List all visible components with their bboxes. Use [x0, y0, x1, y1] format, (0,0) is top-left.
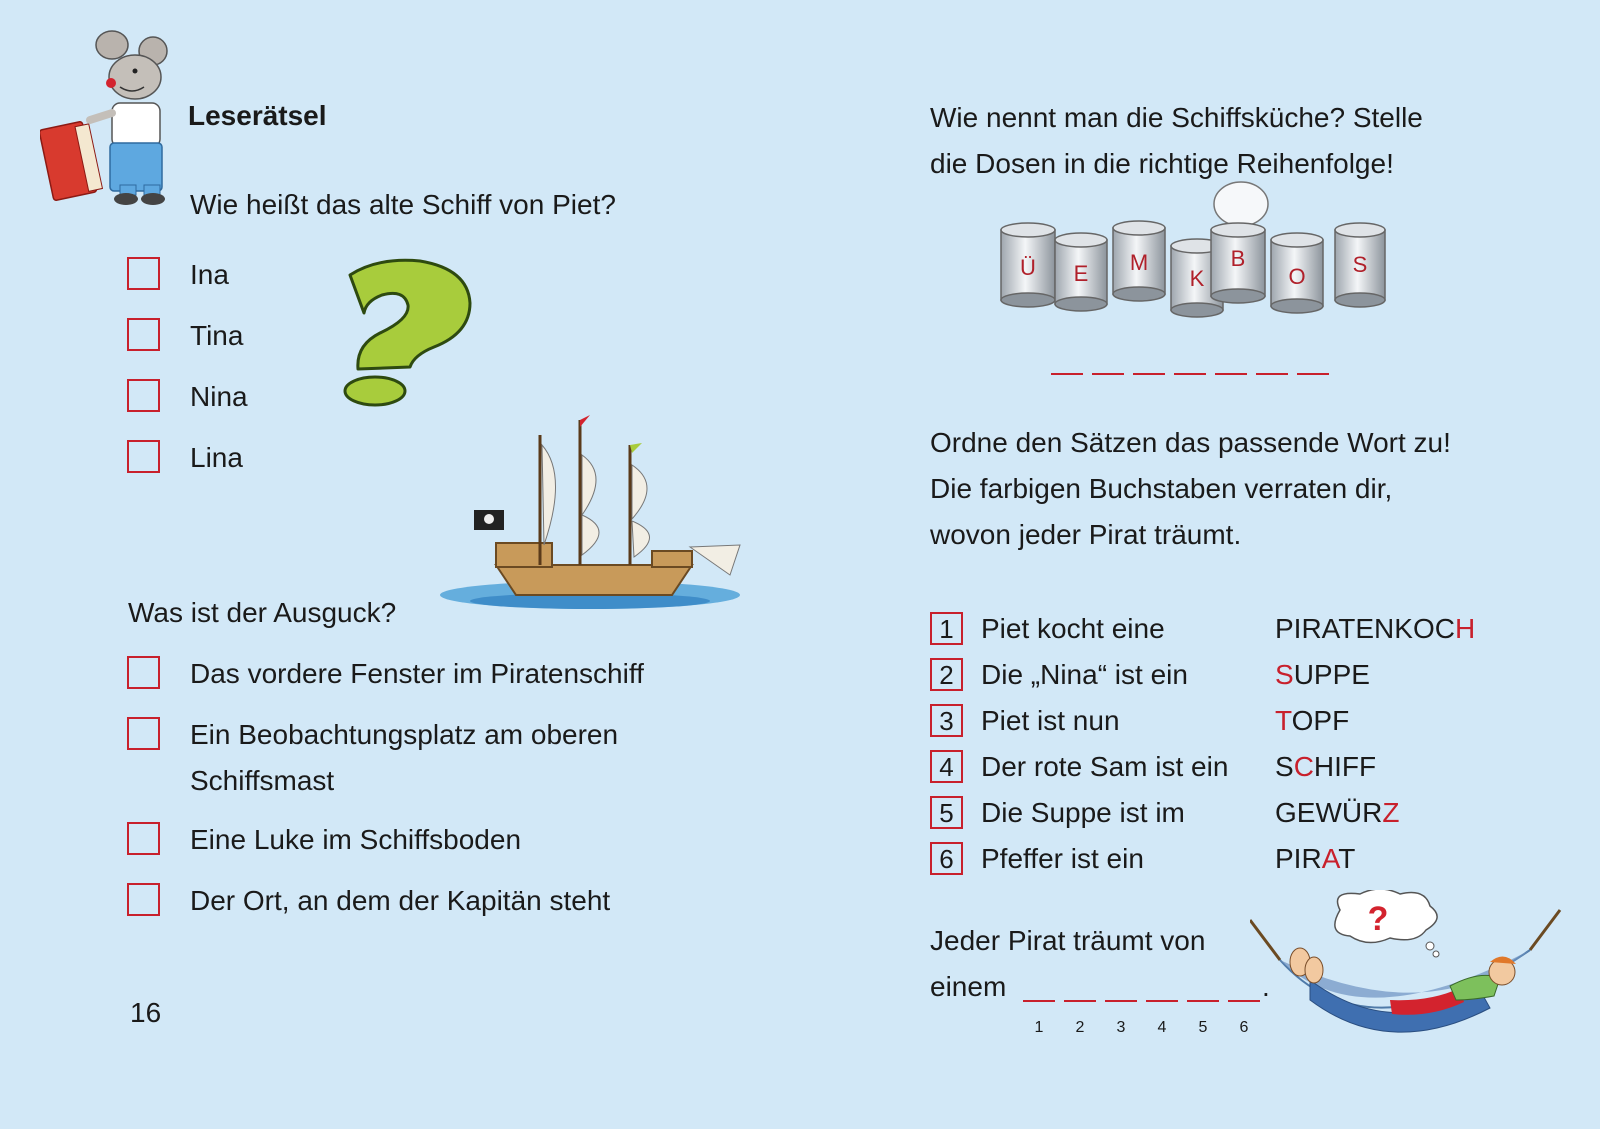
can-letter: M [1129, 250, 1149, 275]
svg-text:?: ? [1367, 900, 1389, 938]
can-2 [1055, 233, 1107, 311]
can-letter: O [1288, 264, 1306, 289]
checkbox-lookout-option-2[interactable] [127, 717, 160, 750]
option-label: Eine Luke im Schiffsboden [190, 824, 522, 855]
checkbox-option-2[interactable] [127, 318, 160, 351]
row-sentence: Der rote Sam ist ein [981, 751, 1229, 782]
row-sentence: Piet ist nun [981, 705, 1120, 736]
can-letter: B [1230, 246, 1246, 271]
can-letter: K [1189, 266, 1205, 291]
can-6 [1271, 233, 1323, 313]
checkbox-option-4[interactable] [127, 440, 160, 473]
row-word[interactable]: PIRATENKOCH [1275, 613, 1476, 644]
option-label: Nina [190, 381, 248, 412]
can-letter: Ü [1020, 255, 1036, 280]
can-letter: S [1352, 252, 1368, 277]
checkbox-lookout-option-3[interactable] [127, 822, 160, 855]
row-number: 2 [930, 658, 963, 691]
option-label: Der Ort, an dem der Kapitän steht [190, 885, 611, 916]
final-period: . [1262, 971, 1270, 1002]
row-sentence: Die Suppe ist im [981, 797, 1185, 828]
question-galley-line2: die Dosen in die richtige Reihenfolge! [930, 148, 1394, 179]
row-word[interactable]: GEWÜRZ [1275, 797, 1400, 828]
hammock-pirate-illustration [1250, 890, 1570, 1070]
instruction-line1: Ordne den Sätzen das passende Wort zu! [930, 427, 1451, 458]
row-word[interactable]: SUPPE [1275, 659, 1370, 690]
checkbox-option-1[interactable] [127, 257, 160, 290]
checkbox-lookout-option-1[interactable] [127, 656, 160, 689]
pirate-ship-illustration [440, 415, 760, 625]
row-sentence: Pfeffer ist ein [981, 843, 1144, 874]
row-number: 1 [930, 612, 963, 645]
option-label: Das vordere Fenster im Piratenschiff [190, 658, 644, 689]
row-sentence: Die „Nina“ ist ein [981, 659, 1188, 690]
option-label: Lina [190, 442, 243, 473]
slot-number: 3 [1116, 1019, 1126, 1036]
row-number: 3 [930, 704, 963, 737]
question-mark-icon [338, 255, 478, 415]
row-number: 4 [930, 750, 963, 783]
question-lookout: Was ist der Ausguck? [128, 597, 397, 628]
question-galley-line1: Wie nennt man die Schiffsküche? Stelle [930, 102, 1423, 133]
option-label: Ein Beobachtungsplatz am oberen [190, 719, 619, 750]
row-word[interactable]: TOPF [1275, 705, 1350, 736]
slot-number: 2 [1075, 1019, 1085, 1036]
can-3 [1113, 221, 1165, 301]
mouse-illustration [40, 25, 175, 210]
cans-illustration [995, 180, 1405, 325]
question-ship-name: Wie heißt das alte Schiff von Piet? [190, 189, 616, 220]
slot-number: 1 [1034, 1019, 1044, 1036]
row-word[interactable]: PIRAT [1275, 843, 1356, 874]
can-7 [1335, 223, 1385, 307]
page-number: 16 [130, 997, 162, 1028]
final-line1: Jeder Pirat träumt von [930, 925, 1206, 956]
row-number: 6 [930, 842, 963, 875]
can-1 [1001, 223, 1055, 307]
instruction-line2: Die farbigen Buchstaben verraten dir, [930, 473, 1393, 504]
row-sentence: Piet kocht eine [981, 613, 1165, 644]
slot-number: 5 [1198, 1019, 1208, 1036]
can-5 [1211, 223, 1265, 303]
option-label: Tina [190, 320, 244, 351]
instruction-line3: wovon jeder Pirat träumt. [930, 519, 1242, 550]
page-title: Leserätsel [188, 100, 327, 131]
option-label-continued: Schiffsmast [190, 765, 335, 796]
slot-number: 4 [1157, 1019, 1167, 1036]
row-word[interactable]: SCHIFF [1275, 751, 1377, 782]
checkbox-lookout-option-4[interactable] [127, 883, 160, 916]
checkbox-option-3[interactable] [127, 379, 160, 412]
option-label: Ina [190, 259, 229, 290]
slot-number: 6 [1239, 1019, 1249, 1036]
row-number: 5 [930, 796, 963, 829]
can-letter: E [1073, 261, 1089, 286]
final-line2: einem [930, 971, 1007, 1002]
